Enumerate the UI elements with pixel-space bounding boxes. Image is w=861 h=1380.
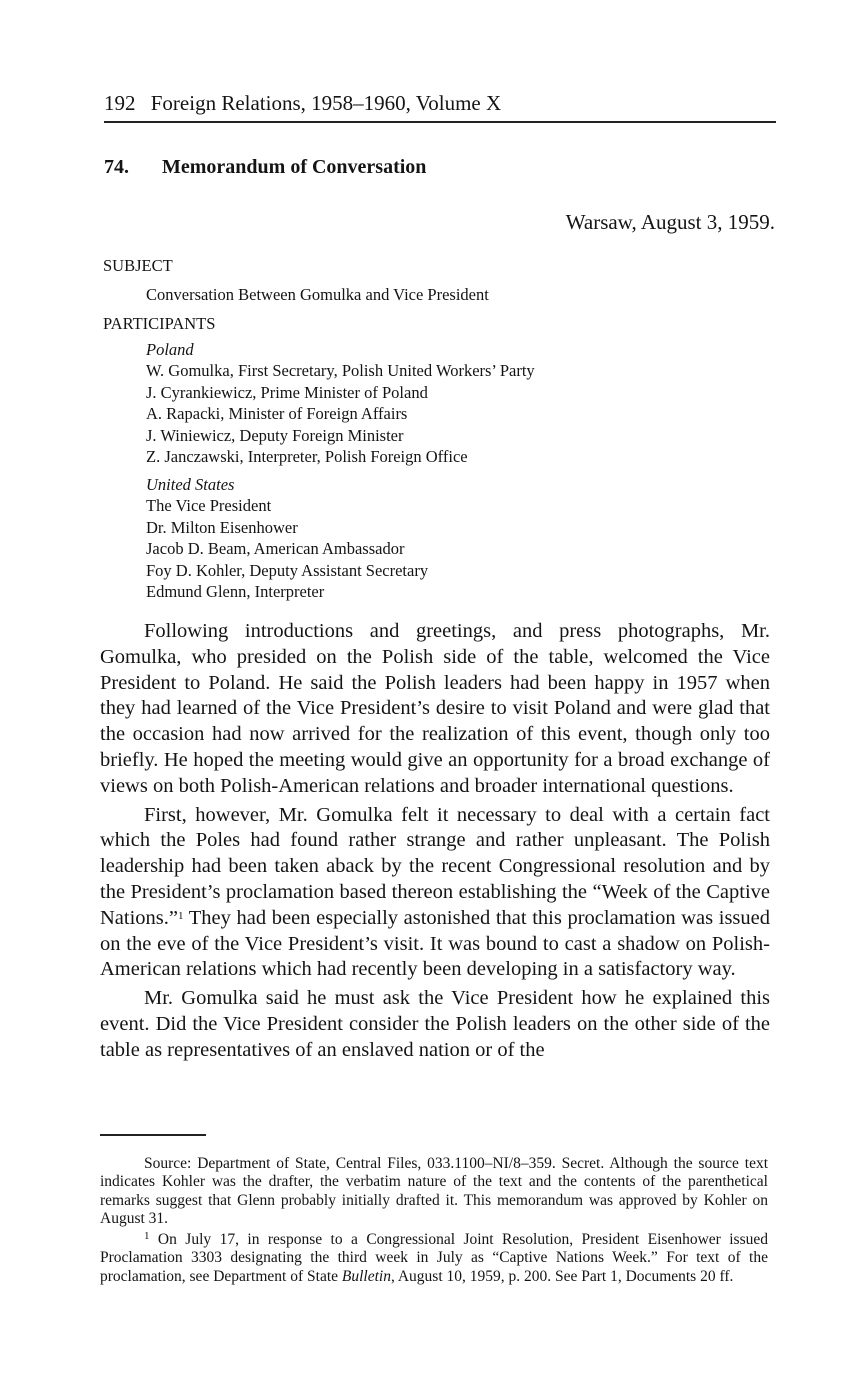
- participant-name: W. Gomulka, First Secretary, Polish United Workers’ Party: [146, 361, 535, 380]
- publication-title: Bulletin: [341, 1267, 391, 1285]
- running-title: Foreign Relations, 1958–1960, Volume X: [150, 91, 502, 115]
- document-number: 74.: [104, 156, 129, 178]
- participant-name: A. Rapacki, Minister of Foreign Affairs: [146, 404, 408, 423]
- participants-label: PARTICIPANTS: [103, 314, 216, 333]
- page-number: 192: [104, 91, 136, 115]
- participant-name: J. Winiewicz, Deputy Foreign Minister: [146, 425, 404, 445]
- subject-label: SUBJECT: [103, 256, 173, 275]
- document-heading: [104, 156, 426, 179]
- header-rule: [104, 121, 776, 123]
- body-paragraph: Mr. Gomulka said he must ask the Vice President how he explained this event. Did the Vice President consider the Polish leaders on the other side of the table as representatives of an enslaved nation or of the: [100, 987, 770, 1061]
- participant-name: J. Cyrankiewicz, Prime Minister of Poland: [146, 382, 428, 402]
- subject-text: Conversation Between Gomulka and Vice President: [146, 284, 489, 304]
- footnote-rule: [100, 1134, 206, 1136]
- paragraph-text: They had been especially astonished that this proclamation was issued on the eve of the Vice President’s visit. It was bound to cast a shadow on Polish-American relations which had recently been developing in a satisfactory way.: [100, 906, 770, 981]
- document-title: Memorandum of Conversation: [162, 156, 427, 178]
- participant-group-united-states: United States: [146, 474, 235, 494]
- participant-group-poland: Poland: [146, 339, 194, 359]
- paragraph-text: First, however, Mr. Gomulka felt it necessary to deal with a certain fact which the Poles had found rather strange and rather unpleasant. The Polish leadership had been taken aback by the recent Congressional resolution and by the President’s proclamation based thereon establishing the “Week of the Captive Nations.”: [100, 803, 770, 929]
- footnote-text: On July 17, in response to a Congressional Joint Resolution, President Eisenhower issued Proclamation 3303 designating the third week in July as “Captive Nations Week.” For text of the proclamation, see Department of State: [100, 1231, 768, 1285]
- footnote-marker: 1: [144, 1230, 150, 1243]
- running-header: [104, 90, 776, 116]
- footnote-1: [100, 1231, 768, 1286]
- footnote-text: , August 10, 1959, p. 200. See Part 1, Documents 20 ff.: [390, 1267, 734, 1285]
- memorandum-body: [100, 619, 770, 1067]
- document-metadata: [103, 255, 783, 603]
- participant-name: Z. Janczawski, Interpreter, Polish Foreign Office: [146, 447, 468, 466]
- participant-name: Jacob D. Beam, American Ambassador: [146, 539, 405, 558]
- footnotes: [100, 1155, 768, 1289]
- body-paragraph: Following introductions and greetings, and press photographs, Mr. Gomulka, who presided on the Polish side of the table, welcomed the Vice President to Poland. He said the Polish leaders had been happy in 1957 when they had learned of the Vice President’s desire to visit Poland and were glad that the occasion had now arrived for the realization of this event, though only too briefly. He hoped the meeting would give an opportunity for a broad exchange of views on both Polish-American relations and broader international questions.: [100, 620, 770, 797]
- participant-name: The Vice President: [146, 496, 272, 515]
- participant-name: Dr. Milton Eisenhower: [146, 517, 298, 537]
- participant-name: Edmund Glenn, Interpreter: [146, 582, 325, 601]
- participant-name: Foy D. Kohler, Deputy Assistant Secretary: [146, 560, 429, 580]
- dateline: Warsaw, August 3, 1959.: [565, 210, 775, 234]
- footnote-reference: 1: [178, 909, 184, 922]
- body-paragraph: [100, 803, 770, 984]
- source-note: Source: Department of State, Central Files, 033.1100–NI/8–359. Secret. Although the source text indicates Kohler was the drafter, the verbatim nature of the text and the contents of the parenthetical remarks suggest that Glenn probably initially drafted it. This memorandum was approved by Kohler on August 31.: [100, 1155, 768, 1227]
